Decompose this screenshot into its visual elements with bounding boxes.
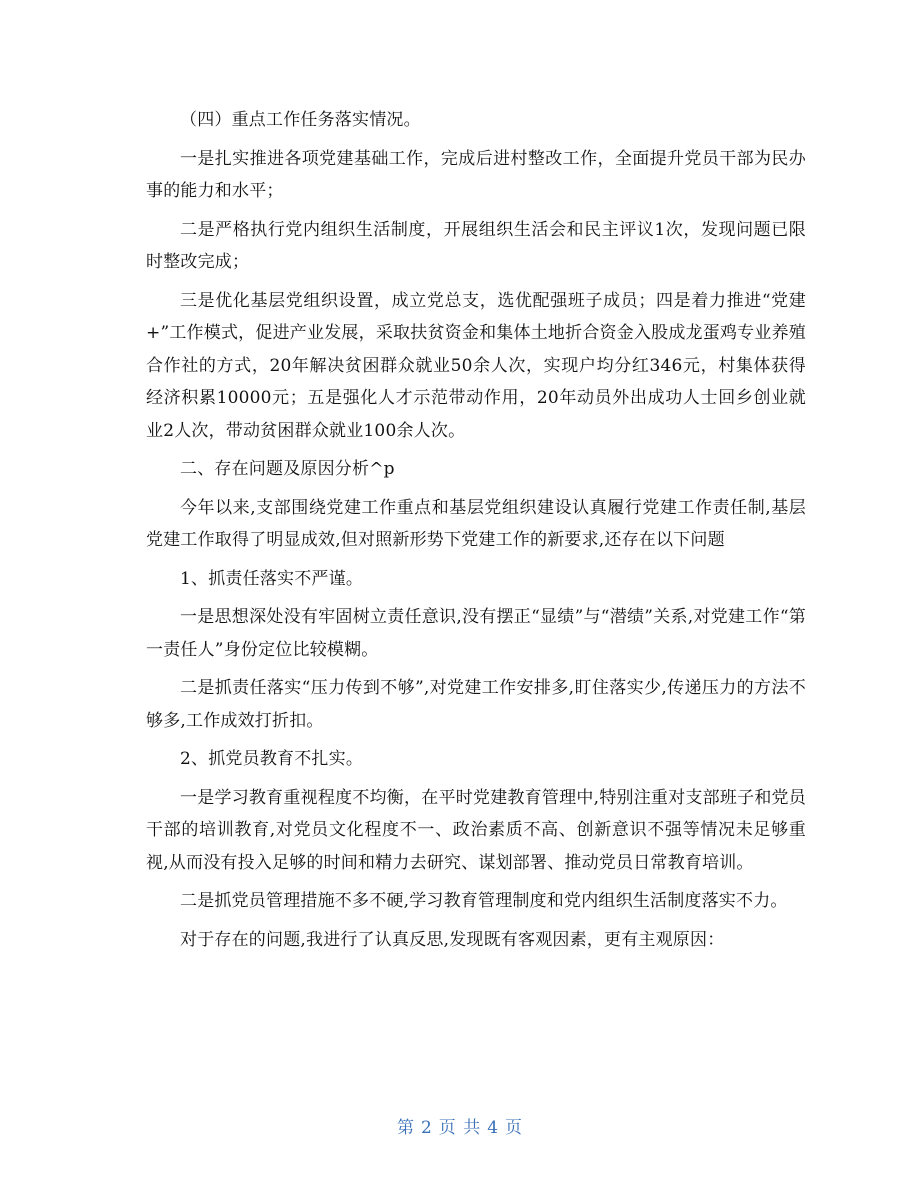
footer-prefix: 第 — [396, 1118, 415, 1138]
subsection-heading: 1、抓责任落实不严谨。 — [180, 568, 364, 589]
paragraph: （四）重点工作任务落实情况。 — [180, 110, 421, 130]
paragraph: 对于存在的问题,我进行了认真反思,发现既有客观因素，更有主观原因： — [180, 929, 725, 950]
footer-middle: 页 共 — [438, 1118, 482, 1138]
footer-page-number: 2 — [420, 1118, 433, 1138]
footer-total-pages: 4 — [487, 1118, 500, 1138]
paragraph: 三是优化基层党组织设置，成立党总支，选优配强班子成员；四是着力推进“党建+”工作模式，促进产业发展，采取扶贫资金和集体土地折合资金入股成龙蛋鸡专业养殖合作社的方式，20年解决贫困群众就业50余人次，实现户均分红346元，村集体获得经济积累10000元；五是强化人才示范带动作用，20年动员外出成功人士回乡创业就业2人次，带动贫困群众就业100余人次。 — [146, 290, 806, 441]
paragraph: 二是抓党员管理措施不多不硬,学习教育管理制度和党内组织生活制度落实不力。 — [180, 891, 788, 911]
section-heading: 二、存在问题及原因分析^p — [180, 459, 395, 479]
page-footer — [0, 1113, 920, 1138]
paragraph: 二是抓责任落实“压力传到不够”,对党建工作安排多,盯住落实少,传递压力的方法不够多,工作成效打折扣。 — [146, 678, 806, 731]
paragraph: 一是扎实推进各项党建基础工作，完成后进村整改工作，全面提升党员干部为民办事的能力和水平； — [146, 148, 806, 201]
subsection-heading: 2、抓党员教育不扎实。 — [180, 749, 364, 769]
footer-suffix: 页 — [505, 1118, 524, 1138]
paragraph: 二是严格执行党内组织生活制度，开展组织生活会和民主评议1次，发现问题已限时整改完成； — [146, 219, 806, 272]
paragraph: 一是学习教育重视程度不均衡，在平时党建教育管理中,特别注重对支部班子和党员干部的培训教育,对党员文化程度不一、政治素质不高、创新意识不强等情况未足够重视,从而没有投入足够的时间和精力去研究、谋划部署、推动党员日常教育培训。 — [146, 787, 806, 873]
document-body — [146, 104, 806, 962]
paragraph: 一是思想深处没有牢固树立责任意识,没有摆正“显绩”与“潜绩”关系,对党建工作“第一责任人”身份定位比较模糊。 — [146, 607, 806, 660]
paragraph: 今年以来,支部围绕党建工作重点和基层党组织建设认真履行党建工作责任制,基层党建工作取得了明显成效,但对照新形势下党建工作的新要求,还存在以下问题 — [146, 497, 806, 550]
